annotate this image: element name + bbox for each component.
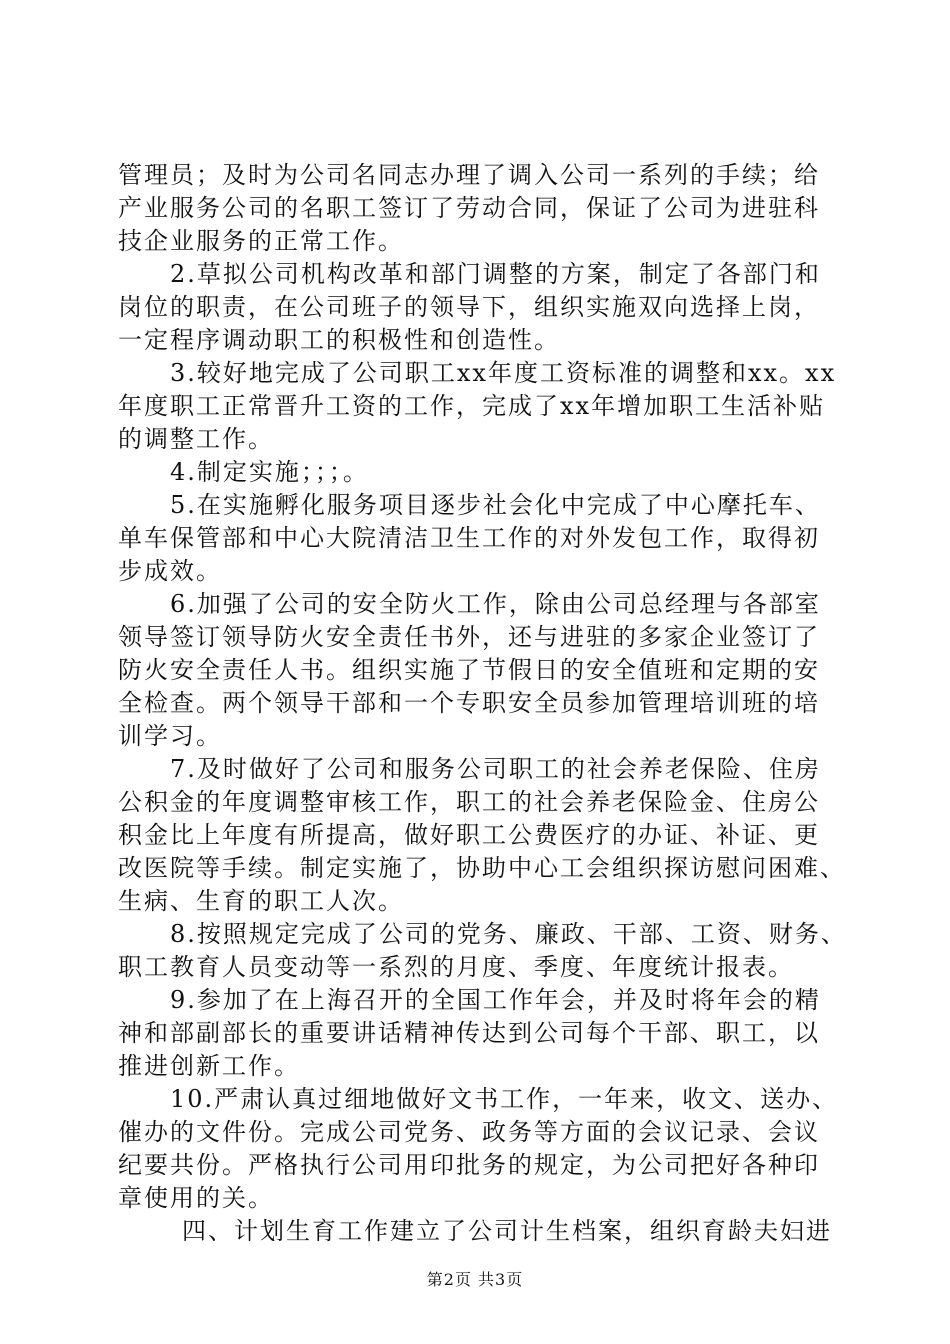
text-line: 四、计划生育工作建立了公司计生档案，组织育龄夫妇进 [182,1217,832,1245]
text-line: 步成效。 [118,557,222,585]
text-line: 7.及时做好了公司和服务公司职工的社会养老保险、住房 [170,755,821,783]
text-line: 5.在实施孵化服务项目逐步社会化中完成了中心摩托车、 [170,491,821,519]
text-line: 技企业服务的正常工作。 [118,227,404,255]
text-line: 单车保管部和中心大院清洁卫生工作的对外发包工作，取得初 [118,524,820,552]
text-line: 纪要共份。严格执行公司用印批务的规定，为公司把好各种印 [118,1151,820,1179]
text-line: 3.较好地完成了公司职工xx年度工资标准的调整和xx。xx [170,359,837,387]
text-line: 领导签订领导防火安全责任书外，还与进驻的多家企业签订了 [118,623,820,651]
text-line: 9.参加了在上海召开的全国工作年会，并及时将年会的精 [170,986,821,1014]
text-line: 神和部副部长的重要讲话精神传达到公司每个干部、职工，以 [118,1019,820,1047]
text-line: 岗位的职责，在公司班子的领导下，组织实施双向选择上岗， [118,293,820,321]
text-line: 训学习。 [118,722,222,750]
text-line: 10.严肃认真过细地做好文书工作，一年来，收文、送办、 [170,1085,839,1113]
text-line: 6.加强了公司的安全防火工作，除由公司总经理与各部室 [170,590,821,618]
page-number-footer: 第2页 共3页 [426,1270,524,1289]
text-line: 一定程序调动职工的积极性和创造性。 [118,326,560,354]
text-line: 推进创新工作。 [118,1052,300,1080]
text-line: 公积金的年度调整审核工作，职工的社会养老保险金、住房公 [118,788,820,816]
text-line: 积金比上年度有所提高，做好职工公费医疗的办证、补证、更 [118,821,820,849]
text-line: 催办的文件份。完成公司党务、政务等方面的会议记录、会议 [118,1118,820,1146]
text-line: 全检查。两个领导干部和一个专职安全员参加管理培训班的培 [118,689,820,717]
text-line: 防火安全责任人书。组织实施了节假日的安全值班和定期的安 [118,656,820,684]
text-line: 生病、生育的职工人次。 [118,887,404,915]
text-line: 章使用的关。 [118,1184,274,1212]
text-line: 职工教育人员变动等一系烈的月度、季度、年度统计报表。 [118,953,794,981]
text-line: 产业服务公司的名职工签订了劳动合同，保证了公司为进驻科 [118,194,820,222]
text-line: 4.制定实施；；；。 [170,458,369,486]
text-line: 2.草拟公司机构改革和部门调整的方案，制定了各部门和 [170,260,821,288]
text-line: 改医院等手续。制定实施了，协助中心工会组织探访慰问困难、 [118,854,846,882]
text-line: 管理员；及时为公司名同志办理了调入公司一系列的手续；给 [118,161,820,189]
text-line: 年度职工正常晋升工资的工作，完成了xx年增加职工生活补贴 [118,392,826,420]
text-line: 8.按照规定完成了公司的党务、廉政、干部、工资、财务、 [170,920,847,948]
text-line: 的调整工作。 [118,425,274,453]
